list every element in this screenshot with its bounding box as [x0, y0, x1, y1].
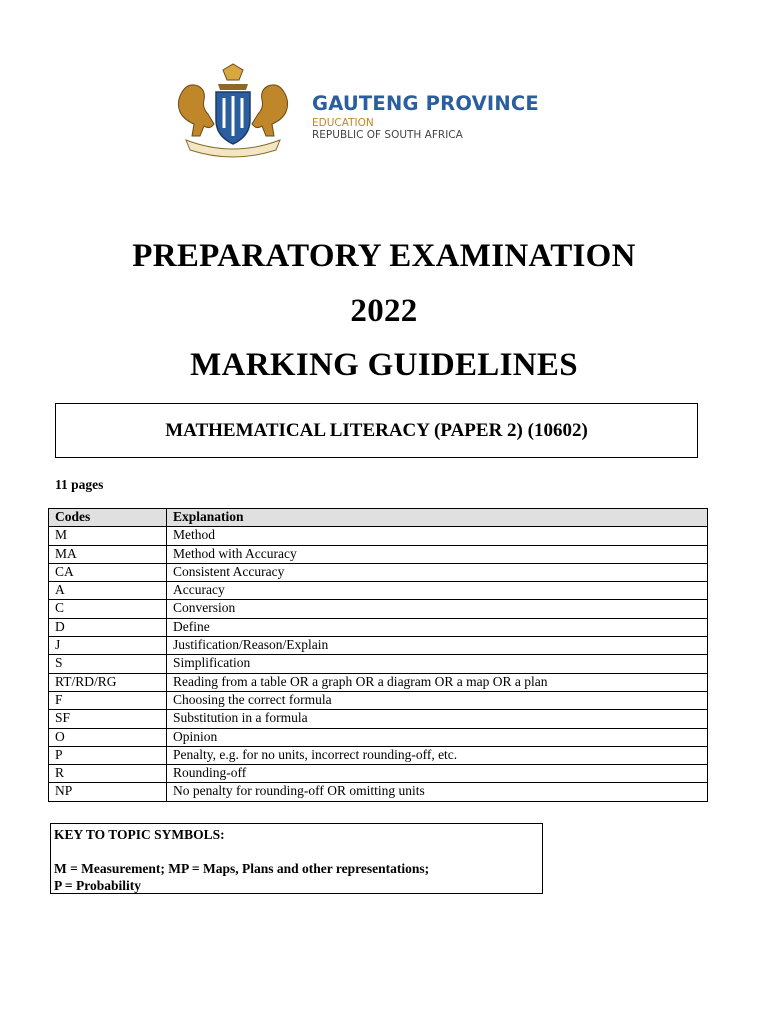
table-row — [49, 783, 708, 801]
table-row — [49, 673, 708, 691]
table-row — [49, 600, 708, 618]
code-cell: M — [49, 527, 167, 545]
table-row — [49, 527, 708, 545]
table-row — [49, 582, 708, 600]
logo-province: GAUTENG PROVINCE — [312, 91, 539, 115]
explanation-cell: Reading from a table OR a graph OR a diagram OR a map OR a plan — [167, 673, 708, 691]
explanation-cell: Conversion — [167, 600, 708, 618]
table-header-row — [49, 509, 708, 527]
table-row — [49, 765, 708, 783]
explanation-cell: Substitution in a formula — [167, 710, 708, 728]
gauteng-logo — [168, 60, 548, 164]
explanation-cell: Penalty, e.g. for no units, incorrect rounding-off, etc. — [167, 746, 708, 764]
code-cell: S — [49, 655, 167, 673]
subject-title: MATHEMATICAL LITERACY (PAPER 2) (10602) — [165, 419, 588, 441]
explanation-cell: Accuracy — [167, 582, 708, 600]
header-explanation: Explanation — [167, 509, 708, 527]
table-row — [49, 691, 708, 709]
code-cell: O — [49, 728, 167, 746]
code-cell: CA — [49, 563, 167, 581]
table-row — [49, 710, 708, 728]
explanation-cell: Rounding-off — [167, 765, 708, 783]
coat-of-arms-icon — [168, 62, 298, 162]
code-cell: D — [49, 618, 167, 636]
key-heading: KEY TO TOPIC SYMBOLS: — [54, 827, 225, 842]
topic-key-box — [50, 823, 543, 894]
explanation-cell: Simplification — [167, 655, 708, 673]
code-cell: C — [49, 600, 167, 618]
title-year: 2022 — [350, 293, 418, 329]
table-row — [49, 618, 708, 636]
code-cell: P — [49, 746, 167, 764]
explanation-cell: Define — [167, 618, 708, 636]
subject-box — [55, 403, 698, 458]
codes-table — [48, 508, 708, 802]
logo-country: REPUBLIC OF SOUTH AFRICA — [312, 128, 463, 141]
title-exam: PREPARATORY EXAMINATION — [132, 238, 636, 274]
title-guidelines: MARKING GUIDELINES — [190, 347, 578, 383]
code-cell: NP — [49, 783, 167, 801]
explanation-cell: Method — [167, 527, 708, 545]
key-line-2: P = Probability — [54, 878, 141, 893]
explanation-cell: Choosing the correct formula — [167, 691, 708, 709]
table-row — [49, 655, 708, 673]
table-row — [49, 746, 708, 764]
explanation-cell: No penalty for rounding-off OR omitting units — [167, 783, 708, 801]
table-row — [49, 545, 708, 563]
explanation-cell: Opinion — [167, 728, 708, 746]
code-cell: R — [49, 765, 167, 783]
code-cell: RT/RD/RG — [49, 673, 167, 691]
key-line-1: M = Measurement; MP = Maps, Plans and other representations; — [54, 861, 430, 876]
explanation-cell: Justification/Reason/Explain — [167, 637, 708, 655]
table-row — [49, 563, 708, 581]
code-cell: J — [49, 637, 167, 655]
logo-text-block — [312, 92, 539, 141]
code-cell: F — [49, 691, 167, 709]
table-row — [49, 728, 708, 746]
code-cell: SF — [49, 710, 167, 728]
explanation-cell: Consistent Accuracy — [167, 563, 708, 581]
explanation-cell: Method with Accuracy — [167, 545, 708, 563]
code-cell: MA — [49, 545, 167, 563]
logo-department: EDUCATION — [312, 116, 374, 129]
page-count: 11 pages — [55, 477, 104, 492]
table-row — [49, 637, 708, 655]
header-codes: Codes — [49, 509, 167, 527]
code-cell: A — [49, 582, 167, 600]
